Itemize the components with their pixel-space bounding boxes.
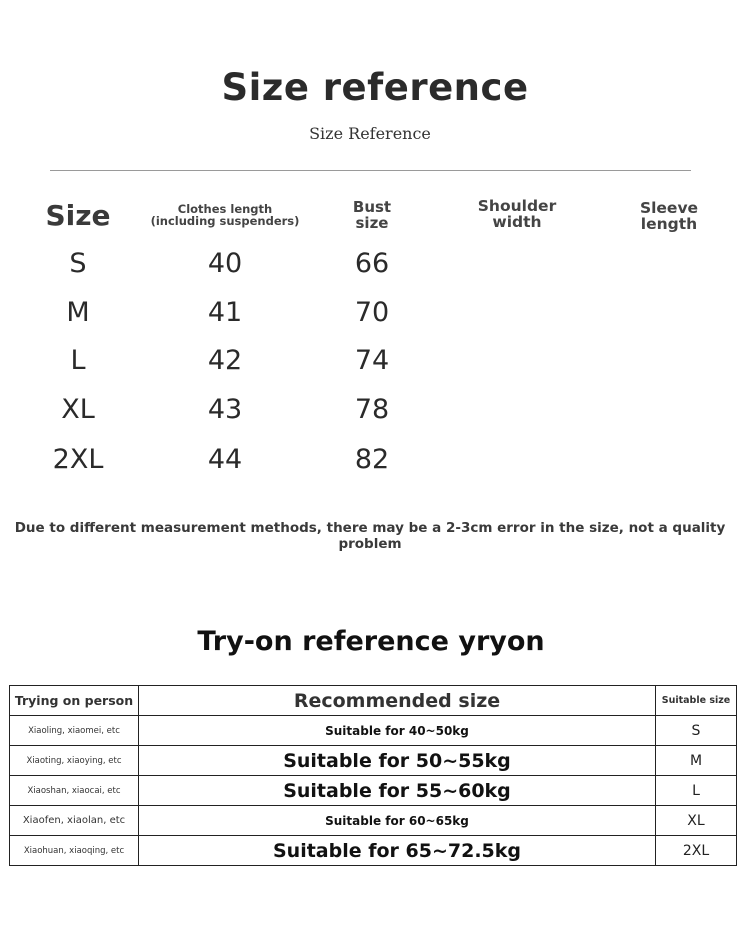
length-cell: 41 [207, 297, 243, 328]
person-cell: Xiaoting, xiaoying, etc [10, 746, 139, 776]
length-cell: 42 [207, 345, 243, 376]
person-cell: Xiaohuan, xiaoqing, etc [10, 836, 139, 866]
table-row [10, 836, 737, 866]
header-recommended: Recommended size [139, 686, 656, 716]
recommended-cell: Suitable for 65~72.5kg [139, 836, 656, 866]
bust-cell: 70 [354, 297, 390, 328]
person-cell: Xiaoshan, xiaocai, etc [10, 776, 139, 806]
length-cell: 43 [207, 394, 243, 425]
tryon-table [9, 685, 737, 866]
col-header-bust: Bust size [352, 198, 392, 232]
table-header-row [10, 686, 737, 716]
col-header-shoulder: Shoulder width [477, 197, 557, 232]
bust-cell: 78 [354, 394, 390, 425]
table-row [10, 716, 737, 746]
bust-cell: 74 [354, 345, 390, 376]
col-header-size: Size [45, 199, 111, 232]
tryon-title: Try-on reference yryon [197, 626, 545, 657]
length-cell: 40 [207, 248, 243, 279]
bust-cell: 82 [354, 444, 390, 475]
bust-cell: 66 [354, 248, 390, 279]
page-subtitle: Size Reference [309, 124, 431, 143]
recommended-cell: Suitable for 60~65kg [139, 806, 656, 836]
col-header-sleeve: Sleeve length [639, 199, 699, 234]
col-header-length: Clothes length (including suspenders) [150, 202, 300, 229]
table-row [10, 806, 737, 836]
recommended-cell: Suitable for 55~60kg [139, 776, 656, 806]
suitable-size-cell: M [656, 746, 737, 776]
size-cell: XL [61, 394, 95, 425]
table-row [10, 776, 737, 806]
suitable-size-cell: S [656, 716, 737, 746]
header-person: Trying on person [10, 686, 139, 716]
size-cell: M [66, 297, 90, 328]
suitable-size-cell: XL [656, 806, 737, 836]
header-suitable-size: Suitable size [656, 686, 737, 716]
measurement-note: Due to different measurement methods, there may be a 2-3cm error in the size, not a quality problem [14, 520, 726, 552]
size-cell: S [69, 248, 87, 279]
length-cell: 44 [207, 444, 243, 475]
size-cell: 2XL [52, 444, 104, 475]
person-cell: Xiaoling, xiaomei, etc [10, 716, 139, 746]
person-cell: Xiaofen, xiaolan, etc [10, 806, 139, 836]
size-cell: L [70, 345, 86, 376]
recommended-cell: Suitable for 50~55kg [139, 746, 656, 776]
divider [50, 170, 691, 171]
page-title: Size reference [221, 66, 529, 109]
suitable-size-cell: 2XL [656, 836, 737, 866]
table-row [10, 746, 737, 776]
recommended-cell: Suitable for 40~50kg [139, 716, 656, 746]
suitable-size-cell: L [656, 776, 737, 806]
